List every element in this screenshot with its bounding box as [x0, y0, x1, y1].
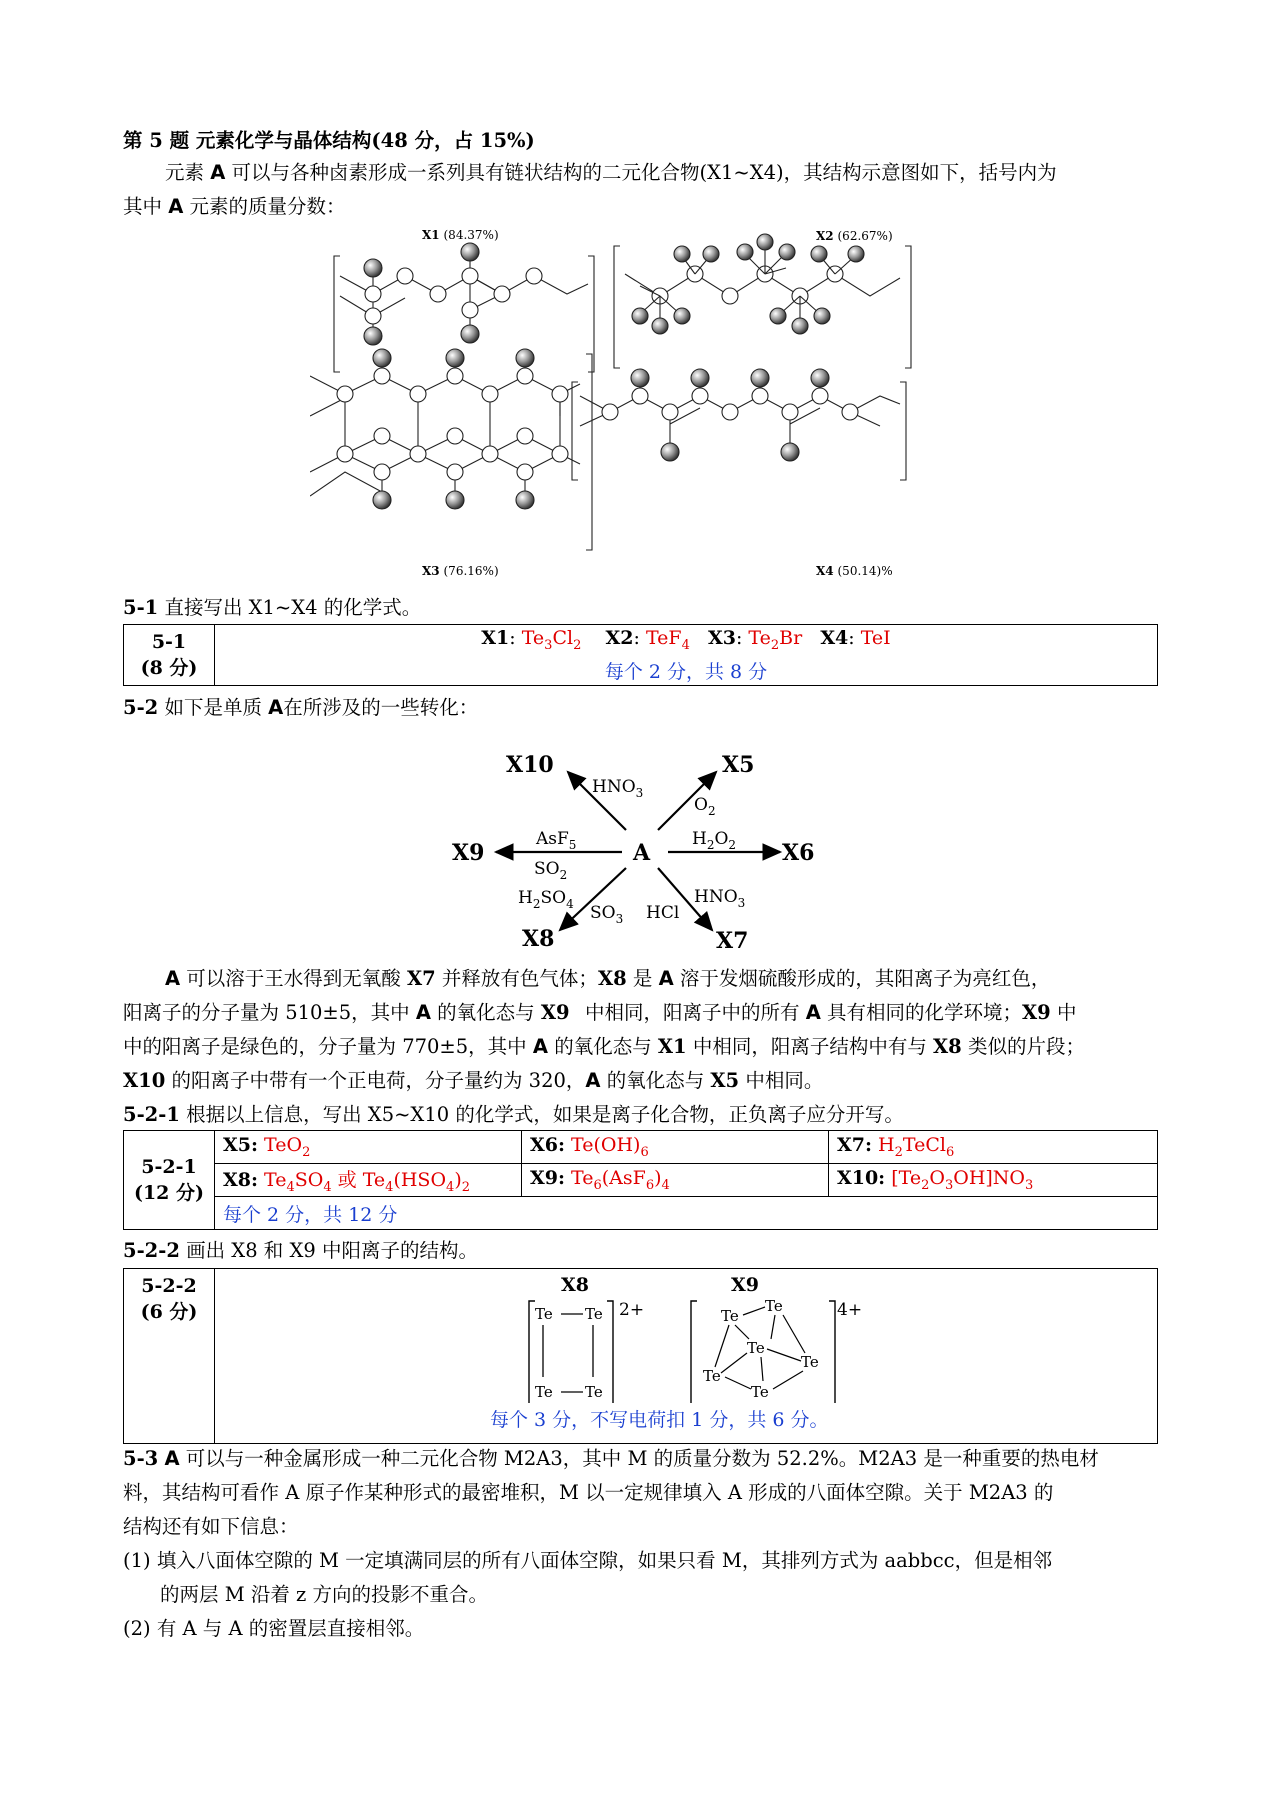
x9-answer-cell: X9: $Te_6(AsF_6)_4$	[522, 1164, 829, 1197]
reagent-so2: $SO_2$	[534, 859, 568, 882]
x9-title: X9	[731, 1274, 759, 1296]
reagent-h2o2: $H_2O_2$	[692, 829, 737, 852]
x10-answer-cell: X10: $[Te_2O_3OH]NO_3$	[829, 1164, 1158, 1197]
x8-te2: Te	[585, 1305, 603, 1323]
q5-2-2-answer-table	[123, 1268, 1158, 1444]
x9-te4: Te	[801, 1353, 819, 1371]
q5-2-2-scoring: 每个 3 分，不写电荷扣 1 分，共 6 分。	[490, 1409, 829, 1431]
q5-3-item-1b: 的两层 M 沿着 z 方向的投影不重合。	[160, 1583, 489, 1606]
x3-structure	[310, 349, 592, 550]
q5-2-1-label-cell: 5-2-1 (12 分)	[124, 1131, 215, 1230]
q5-2-2-label-cell: 5-2-2 (6 分)	[124, 1269, 215, 1444]
scheme-x5: X5	[722, 752, 755, 778]
scheme-x6: X6	[782, 840, 815, 866]
x9-te5: Te	[703, 1367, 721, 1385]
desc-line-2-cont: 中相同，阳离子中的所有 A 具有相同的化学环境；X9 中	[585, 1001, 1077, 1024]
x9-te3: Te	[747, 1339, 765, 1357]
reagent-hno3-top: $HNO_3$	[592, 777, 644, 800]
q5-2-1-scoring: 每个 2 分，共 12 分	[215, 1197, 1158, 1230]
q5-1-answer-table	[123, 624, 1158, 686]
x8-answer-cell: X8: $Te_4SO_4$ 或 $Te_4(HSO_4)_2$	[215, 1164, 522, 1197]
x6-answer-cell: X6: $Te(OH)_6$	[522, 1131, 829, 1164]
scheme-center: A	[633, 840, 651, 866]
x3-formula: $Te_2Br$	[748, 627, 803, 653]
cation-structures	[485, 1273, 925, 1403]
x9-charge: 4+	[837, 1300, 863, 1320]
x8-title: X8	[561, 1274, 589, 1296]
reagent-hcl: HCl	[646, 903, 680, 923]
scheme-x10: X10	[506, 752, 554, 778]
x1-structure	[334, 243, 594, 372]
x8-te3: Te	[535, 1383, 553, 1401]
reagent-asf5: AsF$_5$	[536, 829, 577, 852]
x9-te6: Te	[751, 1383, 769, 1401]
x9-te1: Te	[721, 1307, 739, 1325]
x8-te1: Te	[535, 1305, 553, 1323]
q5-3-line-1: 5-3 A 可以与一种金属形成一种二元化合物 M2A3，其中 M 的质量分数为 52.2%。M2A3 是一种重要的热电材	[123, 1447, 1099, 1470]
q5-1-answers: X1: $Te_3Cl_2$ X2: TeF$_4$ X3: $Te_2Br$ X4: TeI	[215, 625, 1158, 656]
scheme-x8: X8	[522, 926, 555, 952]
desc-line-1: A 可以溶于王水得到无氧酸 X7 并释放有色气体；X8 是 A 溶于发烟硫酸形成的，其阳离子为亮红色，	[165, 967, 1051, 990]
x5-answer-cell: X5: TeO$_2$	[215, 1131, 522, 1164]
q5-2-1-answer-table	[123, 1130, 1158, 1230]
chain-structures-figure	[310, 226, 980, 588]
intro-line-1: 元素 A 可以与各种卤素形成一系列具有链状结构的二元化合物(X1~X4)，其结构示意图如下，括号内为	[165, 161, 1057, 184]
scheme-x9: X9	[452, 840, 485, 866]
q5-3-line-3: 结构还有如下信息：	[123, 1515, 299, 1538]
desc-line-4: X10 的阳离子中带有一个正电荷，分子量约为 320，A 的氧化态与 X5 中相同。	[123, 1069, 824, 1092]
x1-formula: $Te_3Cl_2$	[521, 627, 582, 653]
x4-formula: TeI	[860, 627, 891, 650]
reagent-hno3-bottom: $HNO_3$	[694, 887, 746, 910]
q5-1-label-cell: 5-1 (8 分)	[124, 625, 215, 686]
x8-te4: Te	[585, 1383, 603, 1401]
q5-3-item-2: (2) 有 A 与 A 的密置层直接相邻。	[123, 1617, 425, 1640]
q5-2-question: 5-2 如下是单质 A在所涉及的一些转化：	[123, 696, 479, 719]
q5-2-2-drawing-cell	[215, 1269, 1158, 1444]
q5-2-2-question: 5-2-2 画出 X8 和 X9 中阳离子的结构。	[123, 1239, 478, 1262]
x4-label: X4 (50.14)%	[816, 564, 893, 578]
x2-label: X2 (62.67%)	[816, 229, 893, 243]
x2-structure	[614, 234, 911, 368]
x8-charge: 2+	[619, 1300, 645, 1320]
q5-1-question: 5-1 直接写出 X1~X4 的化学式。	[123, 596, 422, 619]
reagent-o2: $O_2$	[694, 795, 716, 818]
x2-formula: TeF$_4$	[645, 627, 690, 653]
x1-label: X1 (84.37%)	[422, 228, 499, 242]
question-heading: 第 5 题 元素化学与晶体结构(48 分，占 15%)	[123, 129, 535, 152]
x7-answer-cell: X7: $H_2TeCl_6$	[829, 1131, 1158, 1164]
desc-line-2: 阳离子的分子量为 510±5，其中 A 的氧化态与 X9	[123, 1001, 570, 1024]
q5-2-1-question: 5-2-1 根据以上信息，写出 X5~X10 的化学式，如果是离子化合物，正负离子应分开写。	[123, 1103, 904, 1126]
x3-label: X3 (76.16%)	[422, 564, 499, 578]
x4-structure	[572, 369, 906, 480]
x9-te2: Te	[765, 1297, 783, 1315]
q5-3-line-2: 料，其结构可看作 A 原子作某种形式的最密堆积，M 以一定规律填入 A 形成的八面体空隙。关于 M2A3 的	[123, 1481, 1054, 1504]
reagent-h2so4: $H_2SO_4$	[518, 888, 574, 911]
q5-1-scoring: 每个 2 分，共 8 分	[215, 655, 1158, 686]
reagent-so3: $SO_3$	[590, 903, 624, 926]
scheme-x7: X7	[716, 928, 749, 954]
desc-line-3: 中的阳离子是绿色的，分子量为 770±5，其中 A 的氧化态与 X1 中相同，阳离子结构中有与 X8 类似的片段；	[123, 1035, 1085, 1058]
reaction-scheme	[450, 748, 830, 958]
intro-line-2: 其中 A 元素的质量分数：	[123, 195, 346, 218]
q5-3-item-1a: (1) 填入八面体空隙的 M 一定填满同层的所有八面体空隙，如果只看 M，其排列方式为 aabbcc，但是相邻	[123, 1549, 1053, 1572]
